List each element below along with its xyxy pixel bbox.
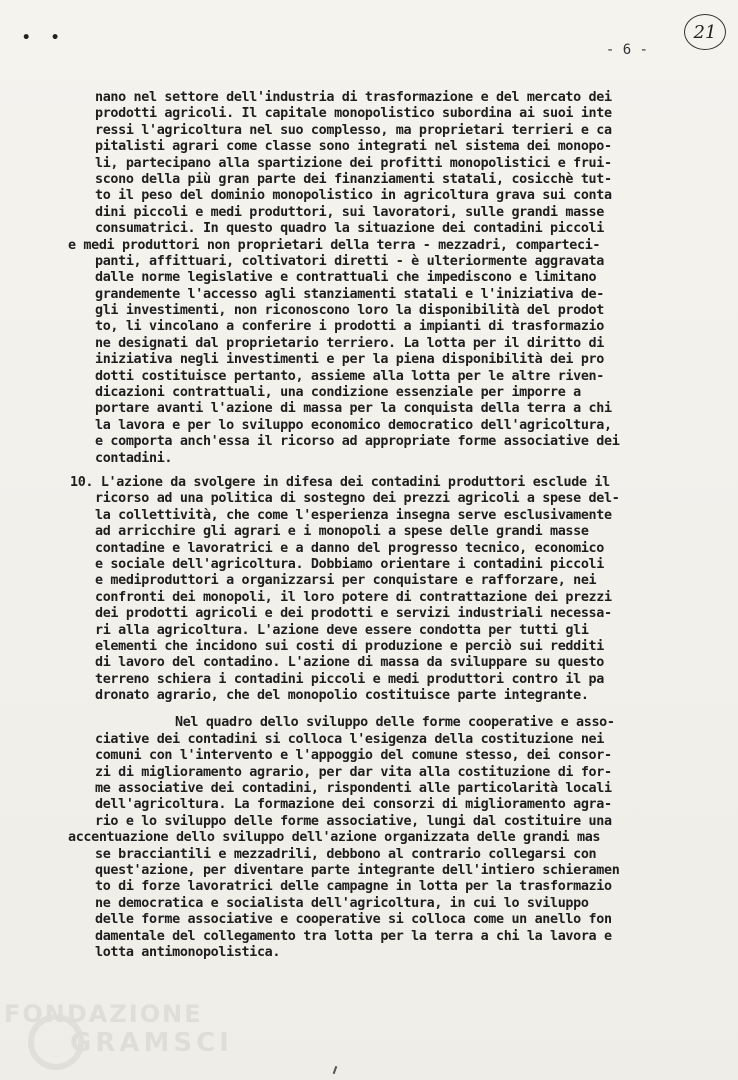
numbered-paragraph-10 [70, 474, 710, 704]
text-line: lotta antimonopolistica. [95, 944, 281, 960]
text-line: dicazioni contrattuali, una condizione essenziale per imporre a [95, 385, 581, 401]
text-line: comuni con l'intervento e l'appoggio del comune stesso, dei consor- [95, 748, 612, 764]
text-line: elementi che incidono sui costi di produzione e perciò sui redditi [95, 638, 604, 654]
text-line: se bracciantili e mezzadrili, debbono al contrario collegarsi con [95, 846, 597, 862]
folio-number: 21 [684, 14, 726, 50]
body-text [68, 90, 710, 961]
paragraph-associative-forms [68, 715, 710, 961]
text-line: dronato agrario, che del monopolio costituisce parte integrante. [95, 688, 589, 704]
watermark-line-1: FONDAZIONE [4, 1000, 203, 1028]
text-line: dini piccoli e medi produttori, sui lavoratori, sulle grandi masse [95, 204, 604, 220]
text-line: 10. L'azione da svolgere in difesa dei contadini produttori esclude il [70, 474, 610, 490]
text-line: e mediproduttori a organizzarsi per conquistare e rafforzare, nei [95, 573, 597, 589]
text-line: pitalisti agrari come classe sono integrati nel sistema dei monopo- [95, 139, 612, 155]
archive-watermark [0, 992, 470, 1072]
text-line: la collettività, che come l'esperienza insegna serve esclusivamente [95, 507, 612, 523]
text-line: damentale del collegamento tra lotta per la terra a chi la lavora e [95, 928, 612, 944]
text-line: terreno schiera i contadini piccoli e medi produttori contro il pa [95, 671, 604, 687]
text-line: confronti dei monopoli, il loro potere di contrattazione dei prezzi [95, 589, 612, 605]
text-line: ri alla agricoltura. L'azione deve essere condotta per tutti gli [95, 622, 589, 638]
text-line: ricorso ad una politica di sostegno dei prezzi agricoli a spese del- [95, 491, 620, 507]
text-line: to, li vincolano a conferire i prodotti a impianti di trasformazio [95, 319, 604, 335]
text-line: contadini. [95, 450, 173, 466]
text-line: di lavoro del contadino. L'azione di massa da sviluppare su questo [95, 655, 604, 671]
text-line: delle forme associative e cooperative si colloca come un anello fon [95, 912, 612, 928]
text-line: to di forze lavoratrici delle campagne in lotta per la trasformazio [95, 879, 612, 895]
text-line: ad arricchire gli agrari e i monopoli a spese delle grandi masse [95, 524, 589, 540]
text-line: la lavora e per lo sviluppo economico democratico dell'agricoltura, [95, 417, 612, 433]
text-line: to il peso del dominio monopolistico in agricoltura grava sui conta [95, 188, 612, 204]
text-line: e sociale dell'agricoltura. Dobbiamo orientare i contadini piccoli [95, 556, 604, 572]
text-line: scono della più gran parte dei finanziamenti statali, cosicchè tut- [95, 171, 612, 187]
text-line: rio e lo sviluppo delle forme associative, lungi dal costituire una [95, 813, 612, 829]
text-line: ne designati dal proprietario terriero. La lotta per il diritto di [95, 335, 604, 351]
text-line: contadine e lavoratrici e a danno del progresso tecnico, economico [95, 540, 604, 556]
margin-marks: • • [22, 30, 66, 46]
paragraph-gap [95, 467, 710, 475]
text-line: ciative dei contadini si colloca l'esigenza della costituzione nei [95, 731, 604, 747]
text-line: dell'agricoltura. La formazione dei consorzi di miglioramento agra- [95, 797, 612, 813]
text-line: Nel quadro dello sviluppo delle forme cooperative e asso- [175, 715, 615, 731]
text-line: dotti costituisce pertanto, assieme alla lotta per le altre riven- [95, 368, 604, 384]
text-line: iniziativa negli investimenti e per la piena disponibilità dei pro [95, 352, 604, 368]
text-line: prodotti agricoli. Il capitale monopolistico subordina ai suoi inte [95, 106, 612, 122]
text-line: dalle norme legislative e contrattuali che impediscono e limitano [95, 270, 597, 286]
text-line: nano nel settore dell'industria di trasformazione e del mercato dei [95, 90, 612, 105]
text-line: panti, affittuari, coltivatori diretti - è ulteriormente aggravata [95, 253, 604, 269]
text-line: e medi produttori non proprietari della terra - mezzadri, comparteci- [68, 237, 601, 253]
text-line: e comporta anch'essa il ricorso ad appropriate forme associative dei [95, 434, 620, 450]
text-line: dei prodotti agricoli e dei prodotti e servizi industriali necessa- [95, 606, 612, 622]
text-line: ressi l'agricoltura nel suo complesso, ma proprietari terrieri e ca [95, 122, 612, 138]
text-line: me associative dei contadini, rispondenti alle particolarità locali [95, 781, 612, 797]
text-line: gli investimenti, non riconoscono loro la disponibilità del prodot [95, 303, 604, 319]
watermark-line-2: GRAMSCI [70, 1028, 233, 1058]
text-line: ne democratica e socialista dell'agricoltura, in cui lo sviluppo [95, 895, 589, 911]
paragraph-gap [95, 704, 710, 715]
page-number: - 6 - [605, 42, 648, 58]
text-line: li, partecipano alla spartizione dei profitti monopolistici e frui- [95, 155, 612, 171]
paragraph-continuation [68, 90, 710, 467]
text-line: zi di miglioramento agrario, per dar vita alla costituzione di for- [95, 764, 612, 780]
text-line: portare avanti l'azione di massa per la conquista della terra a chi [95, 401, 612, 417]
text-line: grandemente l'accesso agli stanziamenti statali e l'iniziativa de- [95, 286, 604, 302]
text-line: accentuazione dello sviluppo dell'azione organizzata delle grandi mas [68, 830, 601, 846]
text-line: consumatrici. In questo quadro la situazione dei contadini piccoli [95, 221, 604, 237]
text-line: quest'azione, per diventare parte integrante dell'intiero schieramen [95, 862, 620, 878]
